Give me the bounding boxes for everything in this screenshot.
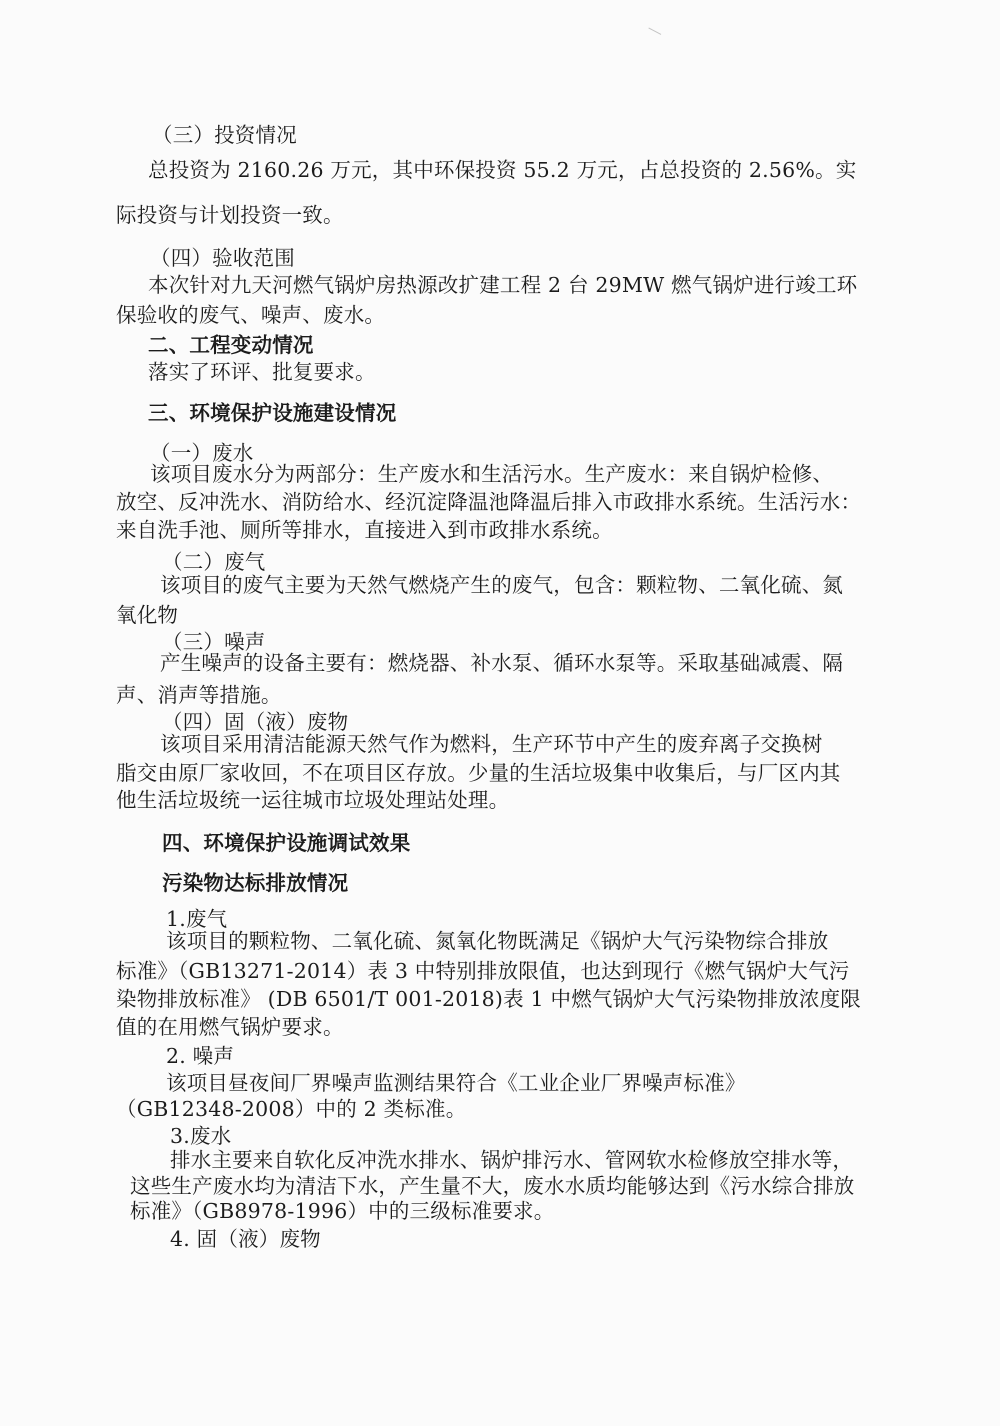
scan-mark xyxy=(643,27,661,45)
noise-text-line-1: 产生噪声的设备主要有：燃烧器、补水泵、循环水泵等。采取基础减震、隔 xyxy=(160,651,844,675)
pollutant-discharge-heading: 污染物达标排放情况 xyxy=(162,871,349,895)
investment-text-line-2: 际投资与计划投资一致。 xyxy=(116,203,344,227)
gas-section-text-line-2: 标准》（GB13271-2014）表 3 中特别排放限值，也达到现行《燃气锅炉大气污 xyxy=(116,959,850,983)
exhaust-gas-text-line-1: 该项目的废气主要为天然气燃烧产生的废气，包含：颗粒物、二氧化硫、氮 xyxy=(160,573,844,597)
solid-waste-text-line-2: 脂交由原厂家收回，不在项目区存放。少量的生活垃圾集中收集后，与厂区内其 xyxy=(116,761,841,785)
solid-waste-heading: （四）固（液）废物 xyxy=(162,710,349,734)
scope-text-line-1: 本次针对九天河燃气锅炉房热源改扩建工程 2 台 29MW 燃气锅炉进行竣工环 xyxy=(148,273,858,297)
wastewater-section-heading: 3.废水 xyxy=(170,1124,232,1148)
change-text: 落实了环评、批复要求。 xyxy=(148,360,376,384)
investment-text-line-1: 总投资为 2160.26 万元，其中环保投资 55.2 万元，占总投资的 2.56%。实 xyxy=(148,158,857,182)
solid-section-heading: 4. 固（液）废物 xyxy=(170,1227,321,1251)
wastewater-text-line-3: 来自洗手池、厕所等排水，直接进入到市政排水系统。 xyxy=(116,518,613,542)
exhaust-gas-text-line-2: 氧化物 xyxy=(116,603,179,627)
noise-text-line-2: 声、消声等措施。 xyxy=(116,683,282,707)
env-facilities-heading: 三、环境保护设施建设情况 xyxy=(148,401,397,425)
noise-heading: （三）噪声 xyxy=(162,630,266,654)
scope-text-line-2: 保验收的废气、噪声、废水。 xyxy=(116,303,386,327)
wastewater-section-text-line-1: 排水主要来自软化反冲洗水排水、锅炉排污水、管网软水检修放空排水等， xyxy=(170,1148,854,1172)
wastewater-heading: （一）废水 xyxy=(150,441,254,465)
solid-waste-text-line-1: 该项目采用清洁能源天然气作为燃料，生产环节中产生的废弃离子交换树 xyxy=(160,732,823,756)
change-heading: 二、工程变动情况 xyxy=(148,333,314,357)
noise-section-text-line-2: （GB12348-2008）中的 2 类标准。 xyxy=(116,1097,467,1121)
wastewater-text-line-2: 放空、反冲洗水、消防给水、经沉淀降温池降温后排入市政排水系统。生活污水： xyxy=(116,490,862,514)
gas-section-text-line-1: 该项目的颗粒物、二氧化硫、氮氧化物既满足《锅炉大气污染物综合排放 xyxy=(166,929,829,953)
wastewater-section-text-line-2: 这些生产废水均为清洁下水，产生量不大，废水水质均能够达到《污水综合排放 xyxy=(130,1174,855,1198)
solid-waste-text-line-3: 他生活垃圾统一运往城市垃圾处理站处理。 xyxy=(116,788,510,812)
wastewater-section-text-line-3: 标准》（GB8978-1996）中的三级标准要求。 xyxy=(130,1199,555,1223)
gas-section-text-line-4: 值的在用燃气锅炉要求。 xyxy=(116,1015,344,1039)
noise-section-heading: 2. 噪声 xyxy=(166,1044,235,1068)
gas-section-text-line-3: 染物排放标准》 (DB 6501/T 001-2018)表 1 中燃气锅炉大气污染物排放浓度限 xyxy=(116,987,861,1011)
debug-effect-heading: 四、环境保护设施调试效果 xyxy=(162,831,411,855)
scope-heading: （四）验收范围 xyxy=(150,246,295,270)
noise-section-text-line-1: 该项目昼夜间厂界噪声监测结果符合《工业企业厂界噪声标准》 xyxy=(166,1071,746,1095)
investment-heading: （三）投资情况 xyxy=(152,123,297,147)
wastewater-text-line-1: 该项目废水分为两部分：生产废水和生活污水。生产废水：来自锅炉检修、 xyxy=(150,462,834,486)
exhaust-gas-heading: （二）废气 xyxy=(162,550,266,574)
gas-section-heading: 1.废气 xyxy=(166,907,228,931)
